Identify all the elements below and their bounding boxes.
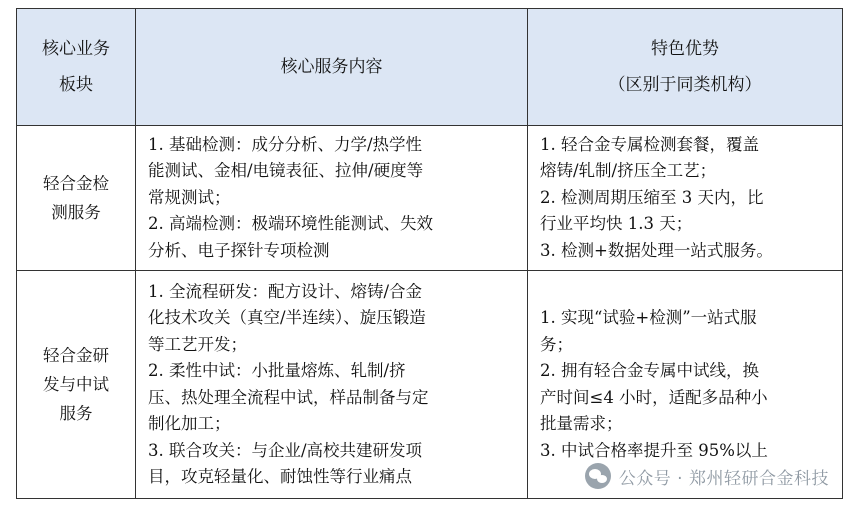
category-cell: 轻合金检 测服务 bbox=[17, 126, 136, 271]
header-core-services: 核心服务内容 bbox=[136, 9, 528, 126]
watermark bbox=[581, 461, 833, 491]
wechat-icon bbox=[585, 463, 611, 489]
services-cell: 1. 基础检测：成分分析、力学/热学性 能测试、金相/电镜表征、拉伸/硬度等 常规测试； 2. 高端检测：极端环境性能测试、失效 分析、电子探针专项检测 bbox=[136, 126, 528, 271]
category-cell: 轻合金研 发与中试 服务 bbox=[17, 271, 136, 499]
advantages-cell: 1. 实现“试验+检测”一站式服 务； 2. 拥有轻合金专属中试线，换 产时间≤4 小时，适配多品种小 批量需求； 3. 中试合格率提升至 95%以上 bbox=[528, 271, 843, 499]
watermark-text: 公众号 · 郑州轻研合金科技 bbox=[618, 468, 829, 489]
header-business-segment: 核心业务 板块 bbox=[17, 9, 136, 126]
header-advantages: 特色优势 （区别于同类机构） bbox=[528, 9, 843, 126]
services-cell: 1. 全流程研发：配方设计、熔铸/合金 化技术攻关（真空/半连续）、旋压锻造 等工艺开发； 2. 柔性中试：小批量熔炼、轧制/挤 压、热处理全流程中试，样品制备与定 制化加工； 3. 联合攻关：与企业/高校共建研发项 目，攻克轻量化、耐蚀性等行业痛点 bbox=[136, 271, 528, 499]
advantages-cell: 1. 轻合金专属检测套餐，覆盖 熔铸/轧制/挤压全工艺； 2. 检测周期压缩至 3 天内，比 行业平均快 1.3 天； 3. 检测+数据处理一站式服务。 bbox=[528, 126, 843, 271]
service-table bbox=[16, 8, 843, 499]
header-row bbox=[17, 9, 843, 126]
table-row bbox=[17, 126, 843, 271]
